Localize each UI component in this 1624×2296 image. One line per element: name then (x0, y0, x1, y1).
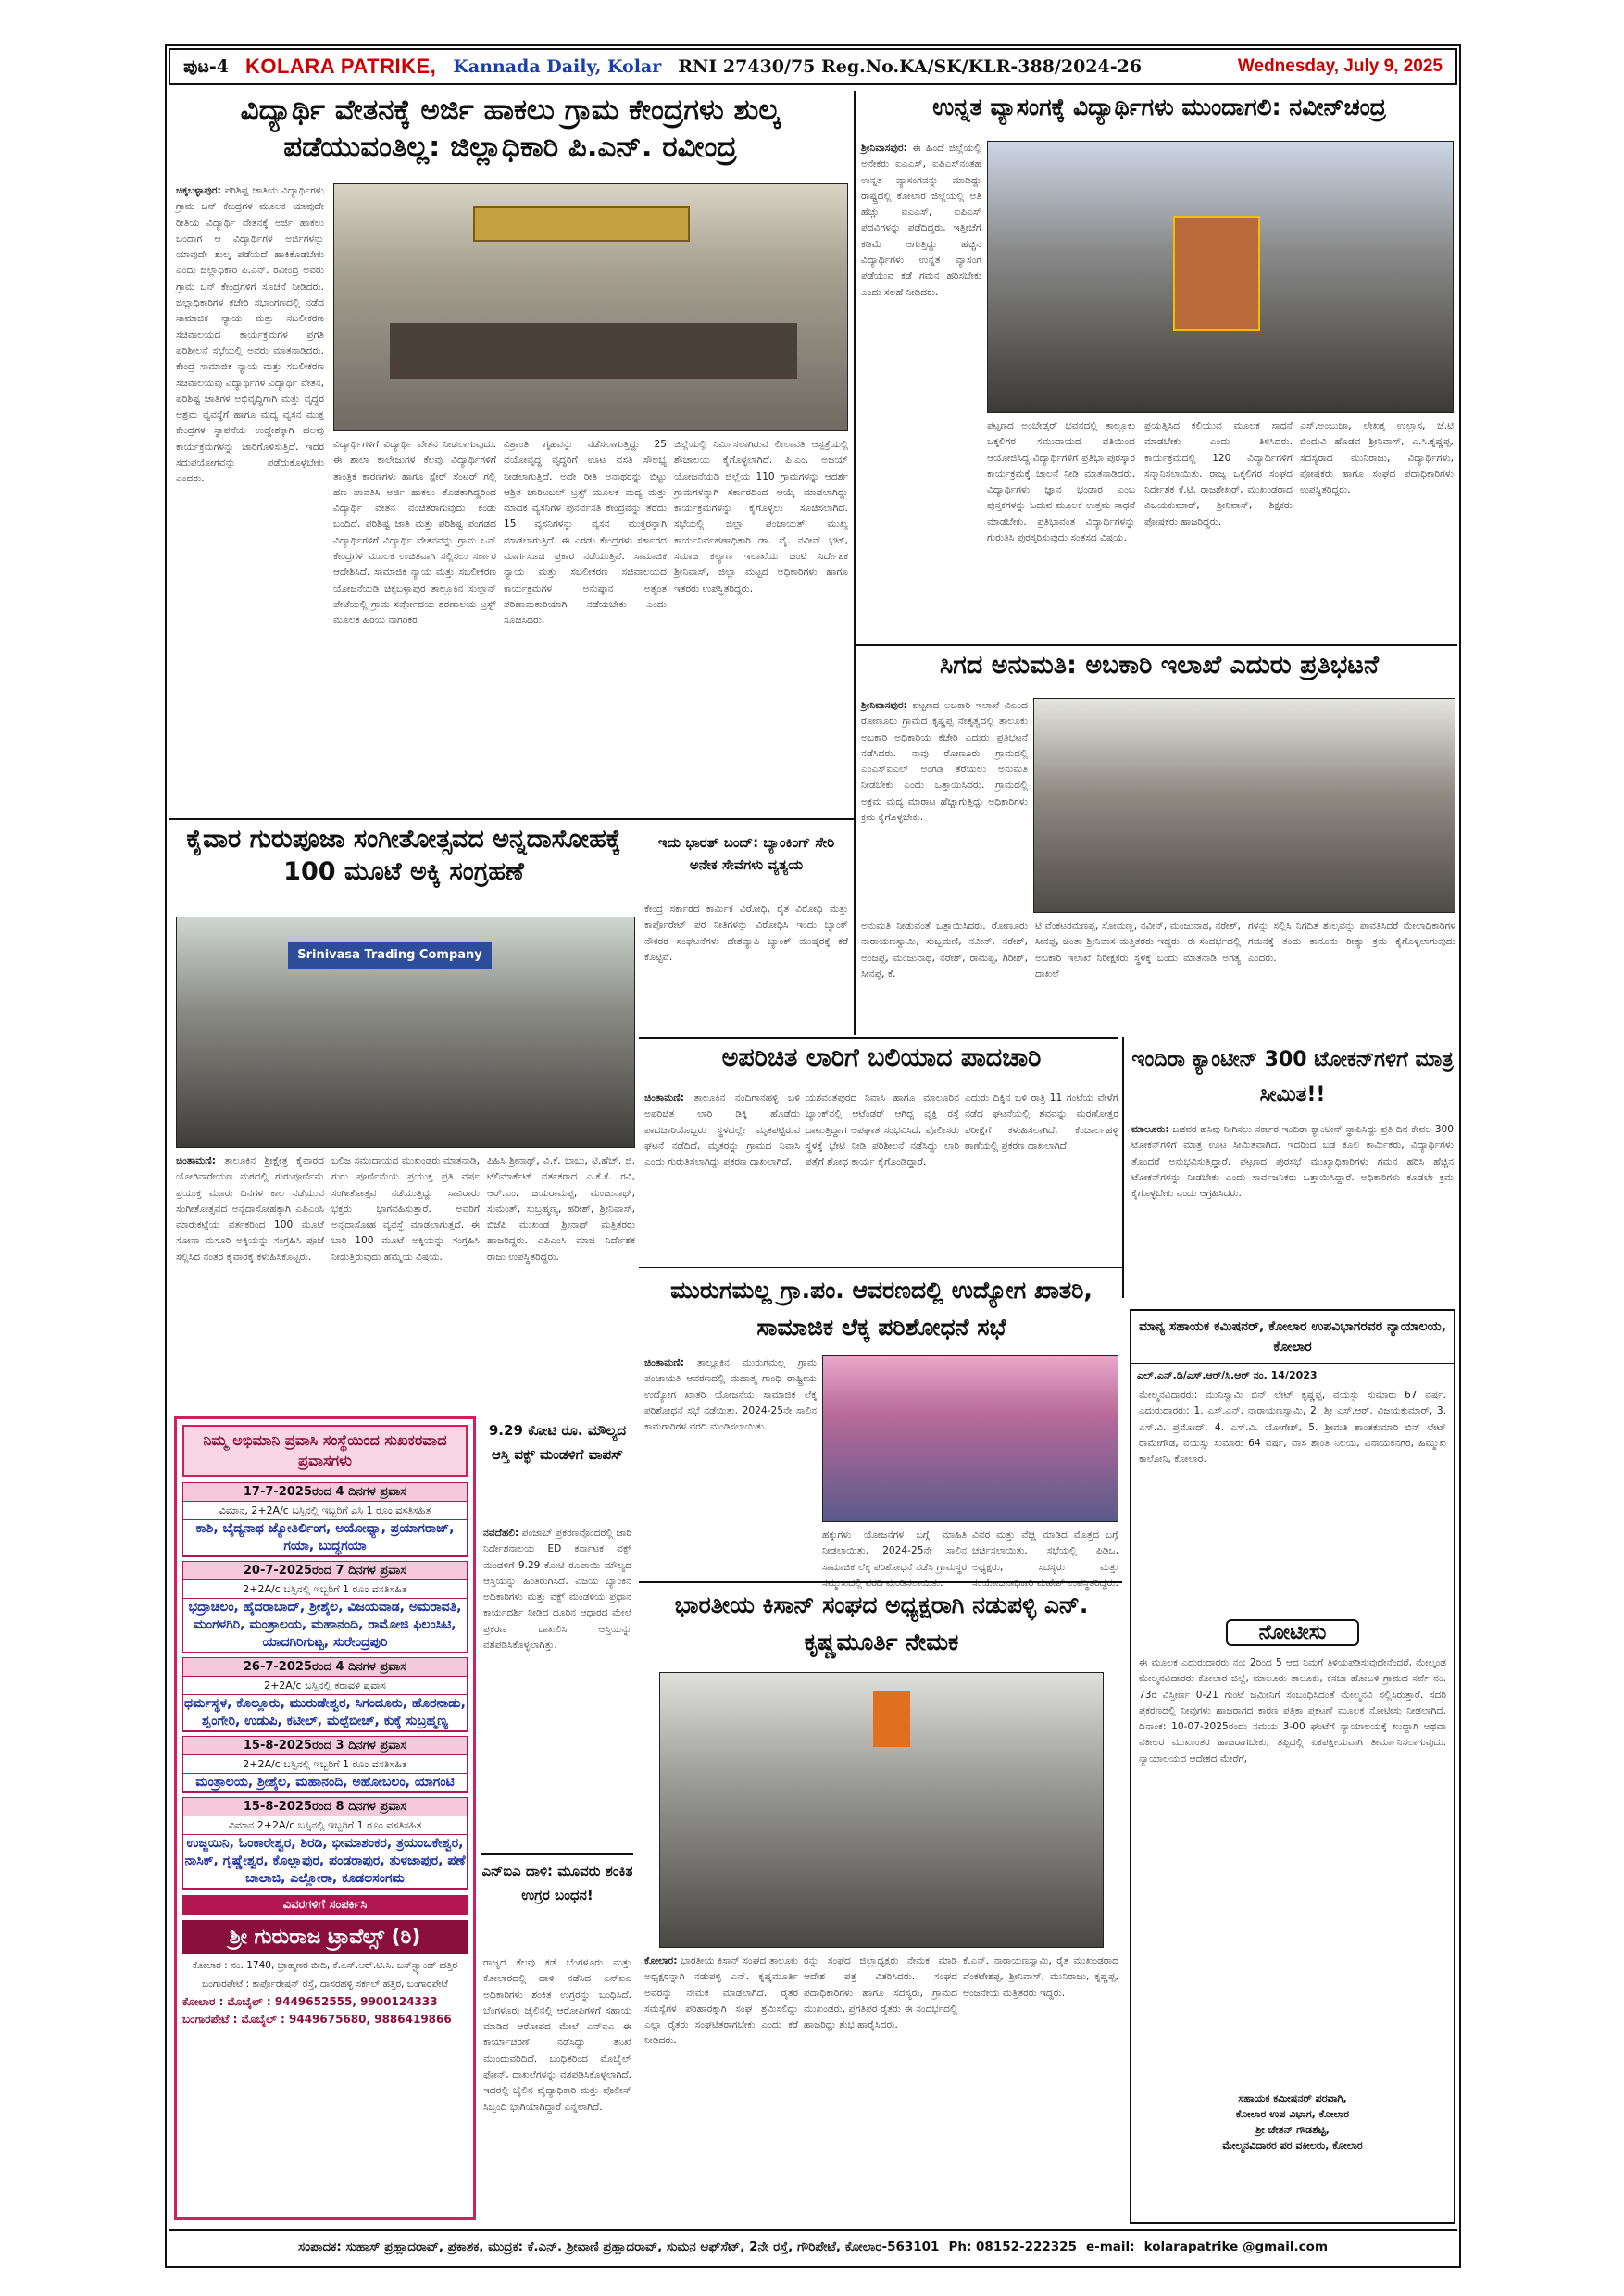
article-kisan-col1: ಕೋಲಾರ: ಭಾರತೀಯ ಕಿಸಾನ್ ಸಂಘದ ತಾಲೂಕು ಅಧ್ಯಕ್ಷರನ್ನಾಗಿ ನಡುಪಳ್ಳಿ ಎನ್. ಕೃಷ್ಣಮೂರ್ತಿ ಅವರನ್ನು ನೇಮಕ ಮಾಡಲಾಗಿದೆ. ರೈತರ ಸಮಸ್ಯೆಗಳ ಪರಿಹಾರಕ್ಕಾಗಿ ಸಂಘ ಶ್ರಮಿಸಲಿದ್ದು ಎಲ್ಲಾ ರೈತರು ಸಂಘಟಿತರಾಗಬೇಕು ಎಂದು ಕರೆ ನೀಡಿದರು. (644, 1955, 798, 2047)
column-divider (854, 91, 856, 1035)
footer-imprint (169, 2229, 1457, 2263)
headline-kaivara-rice: ಕೈವಾರ ಗುರುಪೂಜಾ ಸಂಗೀತೋತ್ಸವದ ಅನ್ನದಾಸೋಹಕ್ಕೆ 100 ಮೂಟೆ ಅಕ್ಕಿ ಸಂಗ್ರಹಣೆ (186, 825, 621, 886)
tour-note: 2+2A/c ಬಸ್ಸಿನಲ್ಲಿ ಇಬ್ಬರಿಗೆ 1 ರೂಂ ವಸತಿಸಹಿತ (183, 1580, 467, 1599)
phone-number: 9449675680, 9886419866 (289, 2013, 452, 2026)
photo-protest (1033, 698, 1455, 913)
shop-sign: Srinivasa Trading Company (288, 942, 492, 969)
notice-parties: ಮೇಲ್ಮನವಿದಾರರು: ಮುನಿಸ್ವಾಮಿ ಬಿನ್ ಲೇಟ್ ಕೃಷ್ಣಪ್ಪ, ವಯಸ್ಸು ಸುಮಾರು 67 ವರ್ಷ. ಎದುರುದಾರರು: 1. ಎಸ್.ಎನ್. ನಾರಾಯಣಸ್ವಾಮಿ, 2. ಶ್ರೀ ಎಸ್.ಆರ್. ವಿಜಯಕುಮಾರ್, 3. ಎಸ್.ವಿ. ಪ್ರಮೋದ್, 4. ಎಸ್.ವಿ. ಯೋಗೇಶ್, 5. ಶ್ರೀಮತಿ ಶಾಂತಕುಮಾರಿ ಬಿನ್ ಲೇಟ್ ರಾಮೇಗೌಡ, ವಯಸ್ಸು ಸುಮಾರು 64 ವರ್ಷ, ವಾಸ ಶಾಂತಿ ನಿಲಯ, ವಿನಾಯಕನಗರ, ಹಿಮ್ಮುಖ ಕಾಲೋನಿ, ಕೋಲಾರ. (1139, 1390, 1446, 1466)
article-kaivara-col1: ಚಿಂತಾಮಣಿ: ತಾಲೂಕಿನ ಶ್ರೀಕ್ಷೇತ್ರ ಕೈವಾರದ ಯೋಗಿನಾರೇಯಣ ಮಠದಲ್ಲಿ ಗುರುಪೂರ್ಣಿಮೆ ಪ್ರಯುಕ್ತ ಮೂರು ದಿನಗಳ ಕಾಲ ನಡೆಯುವ ಸಂಗೀತೋತ್ಸವದ ಅನ್ನದಾಸೋಹಕ್ಕಾಗಿ ಎಪಿಎಂಸಿ ಮಾರುಕಟ್ಟೆಯ ವರ್ತಕರಿಂದ 100 ಮೂಟೆ ಸೋನಾ ಮಸೂರಿ ಅಕ್ಕಿಯನ್ನು ಸಂಗ್ರಹಿಸಿ ಪೂಜೆ ಸಲ್ಲಿಸಿದ ನಂತರ ಕೈವಾರಕ್ಕೆ ಕಳುಹಿಸಿಕೊಟ್ಟರು. (176, 1155, 324, 1263)
tour-item (182, 1561, 468, 1653)
article-education-col2: ಪಟ್ಟಣದ ಅಂಬೇಡ್ಕರ್ ಭವನದಲ್ಲಿ ತಾಲ್ಲೂಕು ಒಕ್ಕಲಿಗರ ಸಮುದಾಯದ ವತಿಯಿಂದ ಆಯೋಜಿಸಿದ್ದ ವಿದ್ಯಾರ್ಥಿಗಳಿಗೆ ಪ್ರತಿಭಾ ಪುರಸ್ಕಾರ ಕಾರ್ಯಕ್ರಮಕ್ಕೆ ಚಾಲನೆ ನೀಡಿ ಮಾತನಾಡಿದರು. ವಿದ್ಯಾರ್ಥಿಗಳು ಜ್ಞಾನ ಭಂಡಾರ ಎಂಬ ಪುಸ್ತಕಗಳನ್ನು ಓದುವ ಮೂಲಕ ಉತ್ತಮ ಸಾಧನೆ ಮಾಡಬೇಕು. ಪ್ರತಿಭಾವಂತ ವಿದ್ಯಾರ್ಥಿಗಳನ್ನು ಗುರುತಿಸಿ ಪುರಸ್ಕರಿಸುವುದು ಸಂತಸದ ವಿಷಯ. (987, 420, 1135, 544)
issue-date: Wednesday, July 9, 2025 (1237, 56, 1443, 76)
phone-line-bangarpet: ಬಂಗಾರಪೇಟೆ : ಮೊಬೈಲ್ : 9449675680, 9886419866 (182, 2013, 452, 2026)
travel-advertisement (174, 1416, 476, 2220)
article-canteen: ಮಾಲೂರು: ಬಡವರ ಹಸಿವು ನೀಗಿಸಲು ಸರ್ಕಾರ ಇಂದಿರಾ ಕ್ಯಾಂಟೀನ್ ಸ್ಥಾಪಿಸಿದ್ದು ಪ್ರತಿ ದಿನ ಕೇವಲ 300 ಟೋಕನ್‌ಗಳಿಗೆ ಮಾತ್ರ ಊಟ ಸೀಮಿತವಾಗಿದೆ. ಇದರಿಂದ ಬಡ ಕೂಲಿ ಕಾರ್ಮಿಕರು, ವಿದ್ಯಾರ್ಥಿಗಳು ತೊಂದರೆ ಅನುಭವಿಸುತ್ತಿದ್ದಾರೆ. ಪಟ್ಟಣದ ಪುರಸಭೆ ಮುಖ್ಯಾಧಿಕಾರಿಗಳು ಗಮನ ಹರಿಸಿ ಹೆಚ್ಚಿನ ಟೋಕನ್‌ಗಳನ್ನು ನೀಡಬೇಕು ಎಂದು ಸಾರ್ವಜನಿಕರು ಒತ್ತಾಯಿಸಿದ್ದಾರೆ. ಅಧಿಕಾರಿಗಳು ಕೂಡಲೇ ಕ್ರಮ ಕೈಗೊಳ್ಳಬೇಕು ಎಂದು ಆಗ್ರಹಿಸಿದರು. (1131, 1124, 1454, 1200)
paper-subtitle: Kannada Daily, Kolar (453, 56, 662, 77)
article-bandh: ಕೇಂದ್ರ ಸರ್ಕಾರದ ಕಾರ್ಮಿಕ ವಿರೋಧಿ, ರೈತ ವಿರೋಧಿ ಮತ್ತು ಕಾರ್ಪೊರೇಟ್ ಪರ ನೀತಿಗಳನ್ನು ವಿರೋಧಿಸಿ ಇಂದು ಬ್ಯಾಂಕ್ ನೌಕರರ ಸಂಘಟನೆಗಳು ದೇಶವ್ಯಾಪಿ ಬ್ಯಾಂಕ್ ಮುಷ್ಕರಕ್ಕೆ ಕರೆ ಕೊಟ್ಟಿವೆ. (644, 904, 848, 963)
table-shape (390, 323, 797, 379)
notice-signature: ಸಹಾಯಕ ಕಮೀಷನರ್ ಪರವಾಗಿ, ಕೋಲಾರ ಉಪ ವಿಭಾಗ, ಕೋಲಾರ ಶ್ರೀ ಚೇತನ್ ಗೌಡಶೆಟ್ಟಿ, ಮೇಲ್ಮನವಿದಾರರ ಪರ ವಕೀಲರು, ಕೋಲಾರ (1222, 2092, 1363, 2152)
section-rule (639, 1267, 1122, 1268)
court-name: ಮಾನ್ಯ ಸಹಾಯಕ ಕಮಿಷನರ್, ಕೋಲಾರ ಉಪವಿಭಾಗರವರ ನ್ಯಾಯಾಲಯ, ಕೋಲಾರ (1131, 1311, 1454, 1364)
section-rule (639, 1037, 1118, 1039)
tour-places: ಮಂತ್ರಾಲಯ, ಶ್ರೀಶೈಲ, ಮಹಾನಂದಿ, ಅಹೋಬಲಂ, ಯಾಗಂಟಿ (183, 1774, 467, 1792)
section-rule (856, 644, 1457, 646)
article-scholarship-col1: ಚಿಕ್ಕಬಳ್ಳಾಪುರ: ಪರಿಶಿಷ್ಟ ಜಾತಿಯ ವಿದ್ಯಾರ್ಥಿಗಳು ಗ್ರಾಮ ಒನ್ ಕೇಂದ್ರಗಳ ಮೂಲಕ ಯಾವುದೇ ರೀತಿಯ ವಿದ್ಯಾರ್ಥಿ ವೇತನಕ್ಕೆ ಅರ್ಜಿ ಹಾಕಲು ಬಂದಾಗ ಆ ವಿದ್ಯಾರ್ಥಿಗಳ ಅರ್ಜಿಗಳನ್ನು ಯಾವುದೇ ಶುಲ್ಕ ಪಡೆಯದೆ ಹಾಕಿಕೊಡಬೇಕು ಎಂದು ಜಿಲ್ಲಾಧಿಕಾರಿ ಪಿ.ಎನ್. ರವೀಂದ್ರ ಅವರು ಗ್ರಾಮ ಒನ್ ಕೇಂದ್ರಗಳಿಗೆ ಸೂಚನೆ ನೀಡಿದರು. ಜಿಲ್ಲಾಧಿಕಾರಿಗಳ ಕಚೇರಿ ಸಭಾಂಗಣದಲ್ಲಿ ನಡೆದ ಸಾಮಾಜಿಕ ನ್ಯಾಯ ಮತ್ತು ಸಬಲೀಕರಣ ಸಚಿವಾಲಯದ ಕಾರ್ಯಕ್ರಮಗಳ ಪ್ರಗತಿ ಪರಿಶೀಲನೆ ಸಭೆಯಲ್ಲಿ ಅವರು ಮಾತನಾಡಿದರು. ಕೇಂದ್ರ ಸಾಮಾಜಿಕ ನ್ಯಾಯ ಮತ್ತು ಸಬಲೀಕರಣ ಸಚಿವಾಲಯವು ವಿದ್ಯಾರ್ಥಿಗಳ ವಿದ್ಯಾರ್ಥಿ ವೇತನ, ಪರಿಶಿಷ್ಟ ಜಾತಿಗಳ ಅಭಿವೃದ್ಧಿಗಾಗಿ ಮತ್ತು ವೃದ್ಧರ ಆಶ್ರಮ ವ್ಯವಸ್ಥೆಗೆ ಹಾಗೂ ಮದ್ಯ ವ್ಯಸನ ಮುಕ್ತ ಕೇಂದ್ರಗಳ ಸ್ಥಾಪನೆಯ ಉದ್ದೇಶಕ್ಕಾಗಿ ಹಲವು ಕಾರ್ಯಕ್ರಮಗಳನ್ನು ಜಾರಿಗೊಳಿಸುತ್ತಿದೆ. ಇದರ ಸದುಪಯೋಗವನ್ನು ಪಡೆದುಕೊಳ್ಳಬೇಕು ಎಂದರು. (176, 185, 324, 485)
article-murugamalla-col3: ವಿವರ ಮತ್ತು ವೆಚ್ಚ ಮಾಡಿದ ಮೊತ್ತದ ಬಗ್ಗೆ ಚರ್ಚಿಸಲಾಯಿತು. ಸಭೆಯಲ್ಲಿ ಪಿಡಿಒ, ಅಧ್ಯಕ್ಷರು, ಸದಸ್ಯರು ಮತ್ತು (972, 1529, 1118, 1573)
column-divider (1122, 1037, 1124, 1298)
tour-date: 26-7-2025ರಂದ 4 ದಿನಗಳ ಪ್ರವಾಸ (183, 1658, 467, 1677)
masthead (169, 48, 1457, 85)
photo-meeting (333, 183, 848, 431)
phone-number: 9449652555, 9900124333 (274, 1995, 438, 2008)
article-murugamalla-col1: ಚಿಂತಾಮಣಿ: ತಾಲ್ಲೂಕಿನ ಮುರುಗಮಲ್ಲ ಗ್ರಾಮ ಪಂಚಾಯತಿ ಆವರಣದಲ್ಲಿ ಮಹಾತ್ಮ ಗಾಂಧಿ ರಾಷ್ಟ್ರೀಯ ಉದ್ಯೋಗ ಖಾತರಿ ಯೋಜನೆಯ ಸಾಮಾಜಿಕ ಲೆಕ್ಕ ಪರಿಶೋಧನೆ ಸಭೆ ನಡೆಯಿತು. 2024-25ನೇ ಸಾಲಿನ ಕಾಮಗಾರಿಗಳ ವರದಿ ಮಂಡಿಸಲಾಯಿತು. (644, 1357, 817, 1433)
tour-note: ವಿಮಾನ, 2+2A/c ಬಸ್ಸಿನಲ್ಲಿ ಇಬ್ಬರಿಗೆ ಎಸಿ 1 ರೂಂ ವಸತಿಸಹಿತ (183, 1502, 467, 1520)
tour-list (177, 1482, 473, 1890)
tour-note: ವಿಮಾನ 2+2A/c ಬಸ್ಸಿನಲ್ಲಿ ಇಬ್ಬರಿಗೆ 1 ರೂಂ ವಸತಿಸಹಿತ (183, 1816, 467, 1835)
article-education-col1: ಶ್ರೀನಿವಾಸಪುರ: ಈ ಹಿಂದೆ ಜಿಲ್ಲೆಯಲ್ಲಿ ಅನೇಕರು ಐಎಎಸ್, ಐಪಿಎಸ್‌ನಂತಹ ಉನ್ನತ ವ್ಯಾಸಂಗವನ್ನು ಮಾಡಿದ್ದು ರಾಷ್ಟ್ರದಲ್ಲಿ ಕೋಲಾರ ಜಿಲ್ಲೆಯಲ್ಲಿ ಅತಿ ಹೆಚ್ಚು ಐಎಎಸ್, ಐಪಿಎಸ್ ಪದವಿಗಳನ್ನು ಪಡೆದಿದ್ದರು. ಇತ್ತೀಚೆಗೆ ಕಡಿಮೆ ಆಗುತ್ತಿದ್ದು ಹೆಚ್ಚಿನ ವಿದ್ಯಾರ್ಥಿಗಳು ಉನ್ನತ ವ್ಯಾಸಂಗ ಪಡೆಯುವ ಕಡೆ ಗಮನ ಹರಿಸಬೇಕು ಎಂದು ಸಲಹೆ ನೀಡಿದರು. (861, 143, 981, 298)
article-kaivara-col3: ಪಿಹಿಸಿ ಶ್ರೀನಾಥ್, ವಿ.ಕೆ. ಬಾಬು, ಟಿ.ಹೆಚ್. ಜಿ. ಟೆಲಿಮಾರ್ಕೆಟ್ ವರ್ತಕರಾದ ಎ.ಕೆ.ಕೆ. ರವಿ, ಆರ್.ಎಂ. ಜಯರಾಮಪ್ಪ, ಮಂಜುನಾಥ್, ಸುಮಂತ್, ಸುಬ್ರಹ್ಮಣ್ಯ, ಹರೀಶ್, ಶ್ರೀನಿವಾಸ್, ಬಿಜೆಪಿ ಮುಖಂಡ ಶ್ರೀನಾಥ್ ಮತ್ತಿತರರು ಹಾಜರಿದ್ದರು. ಎಪಿಎಂಸಿ ಮಾಜಿ ನಿರ್ದೇಶಕ ರಾಜು ಉಪಸ್ಥಿತರಿದ್ದರು. (487, 1155, 635, 1263)
article-education-col3: ಪ್ರಯತ್ನಿಸಿದ ಕಲಿಯುವ ಮೂಲಕ ಸಾಧನೆ ಮಾಡಬೇಕು ಎಂದು ತಿಳಿಸಿದರು. ಕಾರ್ಯಕ್ರಮದಲ್ಲಿ 120 ವಿದ್ಯಾರ್ಥಿಗಳಿಗೆ ಸನ್ಮಾನಿಸಲಾಯಿತು. ರಾಜ್ಯ ಒಕ್ಕಲಿಗರ ಸಂಘದ ನಿರ್ದೇಶಕ ಕೆ.ಟಿ. ರಾಜಶೇಖರ್, ಮುಖಂಡರಾದ ವಿಜಯಕುಮಾರ್, ಶ್ರೀನಿವಾಸ್, ಶಿಕ್ಷಕರು ಪೋಷಕರು ಹಾಜರಿದ್ದರು. (1144, 420, 1293, 528)
article-pedestrian-col2: ಯಶವಂತಪುರದ ನಿವಾಸಿ ಹಾಗೂ ಮಾಲೂರಿನ ಬ್ಯಾಂಕ್‌ನಲ್ಲಿ ಆಟೆಂಡರ್ ಆಗಿದ್ದ ವ್ಯಕ್ತಿ ರಸ್ತೆ ದಾಟುತ್ತಿದ್ದಾಗ ಅಪಘಾತ ಸಂಭವಿಸಿದೆ. ಪೊಲೀಸರು ಸ್ಥಳಕ್ಕೆ ಭೇಟಿ ನೀಡಿ ಪರಿಶೀಲನೆ ನಡೆಸಿದ್ದು ಲಾರಿ ಪತ್ತೆಗೆ ಶೋಧ ಕಾರ್ಯ ಕೈಗೊಂಡಿದ್ದಾರೆ. (806, 1092, 959, 1168)
section-rule (639, 1581, 1122, 1583)
headline-kisan-sangh: ಭಾರತೀಯ ಕಿಸಾನ್ ಸಂಘದ ಅಧ್ಯಕ್ಷರಾಗಿ ನಡುಪಳ್ಳಿ ಎನ್. ಕೃಷ್ಣಮೂರ್ತಿ ನೇಮಕ (674, 1591, 1089, 1655)
tour-date: 20-7-2025ರಂದ 7 ದಿನಗಳ ಪ್ರವಾಸ (183, 1562, 467, 1580)
notice-body: ಈ ಮೂಲಕ ಎದುರುದಾರರು ನಂ: 2ರಿಂದ 5 ಆದ ನಿಮಗೆ ತಿಳಿಯಪಡಿಸುವುದೇನೆಂದರೆ, ಮೇಲ್ಕಂಡ ಮೇಲ್ಮನವಿದಾರರು ಕೋಲಾರ ಜಿಲ್ಲೆ, ಮಾಲೂರು ತಾಲೂಕು, ಕಸಬಾ ಹೋಬಳಿ ಗ್ರಾಮದ ಸರ್ವೆ ನಂ. 73ರ ವಿಸ್ತೀರ್ಣ 0-21 ಗುಂಟೆ ಜಮೀನಿಗೆ ಸಂಬಂಧಿಸಿದಂತೆ ಮೇಲ್ಮನವಿ ಸಲ್ಲಿಸಿರುತ್ತಾರೆ. ಸದರಿ ಪ್ರಕರಣದಲ್ಲಿ ನೀವುಗಳು ಹಾಜರಾಗದ ಕಾರಣ ಪತ್ರಿಕಾ ಪ್ರಕಟಣೆ ಮೂಲಕ ನೋಟೀಸು ನೀಡಲಾಗಿದೆ. ದಿನಾಂಕ: 10-07-2025ರಂದು ಸಮಯ 3-00 ಘಂಟೆಗೆ ನ್ಯಾಯಾಲಯಕ್ಕೆ ಖುದ್ದಾಗಿ ಅಥವಾ ವಕೀಲರ ಮುಖಾಂತರ ಹಾಜರಾಗಬೇಕು, ತಪ್ಪಿದಲ್ಲಿ ಏಕಪಕ್ಷೀಯವಾಗಿ ತೀರ್ಮಾನಿಸಲಾಗುವುದು. ನ್ಯಾಯಾಲಯದ ಆದೇಶದ ಮೇರೆಗೆ, (1139, 1657, 1446, 1765)
article-kisan-col2: ರನ್ನು ಸಂಘದ ಜಿಲ್ಲಾಧ್ಯಕ್ಷರು ನೇಮಕ ಮಾಡಿ ಆದೇಶ ಪತ್ರ ವಿತರಿಸಿದರು. ಸಂಘದ ಪದಾಧಿಕಾರಿಗಳು ಹಾಗೂ ಸದಸ್ಯರು, ಗ್ರಾಮದ ಮುಖಂಡರು, ಪ್ರಗತಿಪರ ರೈತರು ಈ ಸಂದರ್ಭದಲ್ಲಿ ಹಾಜರಿದ್ದು ಶುಭ ಹಾರೈಸಿದರು. (804, 1955, 957, 2031)
article-excise-col4: ಗಳನ್ನು ಸಲ್ಲಿಸಿ ನಿಗದಿತ ಶುಲ್ಕವನ್ನು ಪಾವತಿಸಿದರೆ ಮೇಲಾಧಿಕಾರಿಗಳ ಗಮನಕ್ಕೆ ತಂದು ಕಾನೂನು ರೀತ್ಯಾ ಕ್ರಮ ಕೈಗೊಳ್ಳಲಾಗುವುದು ಎಂದರು. (1248, 920, 1455, 964)
tour-places: ಧರ್ಮಸ್ಥಳ, ಕೊಲ್ಲೂರು, ಮುರುಡೇಶ್ವರ, ಸಿಗಂದೂರು, ಹೊರನಾಡು, ಶೃಂಗೇರಿ, ಉಡುಪಿ, ಕಟೀಲ್, ಮಲ್ಪೆಬೀಚ್, ಕುಕ್ಕೆ ಸುಬ್ರಹ್ಮಣ್ಯ (183, 1695, 467, 1731)
dateline: ಚಿಕ್ಕಬಳ್ಳಾಪುರ: (176, 185, 221, 196)
photo-gram-sabha (822, 1355, 1118, 1522)
headline-pedestrian: ಅಪರಿಚಿತ ಲಾರಿಗೆ ಬಲಿಯಾದ ಪಾದಚಾರಿ (721, 1043, 1042, 1072)
article-scholarship-col3: ವಿಶ್ರಾಂತಿ ಗೃಹವನ್ನು ನಡೆಸಲಾಗುತ್ತಿದ್ದು 25 ವಯೋವೃದ್ಧ ವೃದ್ಧರಿಗೆ ಊಟ ವಸತಿ ಸೌಲಭ್ಯ ನೀಡಲಾಗುತ್ತಿದೆ. ಅದೇ ರೀತಿ ಅನಾಥರನ್ನು ಬಿಟ್ಟು ಆಶ್ರಿತ ಚಾರಿಟಬಲ್ ಟ್ರಸ್ಟ್ ಮೂಲಕ ಮದ್ಯ ಮತ್ತು ಮಾದಕ ವ್ಯಸನಿಗಳ ಪುನರ್ವಸತಿ ಕೇಂದ್ರವನ್ನು ತೆರೆದು 15 ವ್ಯಸನಿಗಳನ್ನು ವ್ಯಸನ ಮುಕ್ತರನ್ನಾಗಿ ಮಾಡಲಾಗುತ್ತಿದೆ. ಈ ಎರಡು ಕೇಂದ್ರಗಳು ಸರ್ಕಾರದ ಮಾರ್ಗಸೂಚಿ ಪ್ರಕಾರ ನಡೆಯುತ್ತಿವೆ. ಸಾಮಾಜಿಕ ನ್ಯಾಯ ಮತ್ತು ಸಬಲೀಕರಣ ಸಚಿವಾಲಯದ ಕಾರ್ಯಕ್ರಮಗಳ ಅನುಷ್ಠಾನ ಅತ್ಯಂತ ಪರಿಣಾಮಕಾರಿಯಾಗಿ ನಡೆಯಬೇಕು ಎಂದು ಸೂಚಿಸಿದರು. (504, 439, 667, 627)
page-number: ಪುಟ-4 (183, 56, 229, 77)
article-pedestrian-col3: ಎದುರು ದಿಕ್ಕಿನ ಬಳಿ ರಾತ್ರಿ 11 ಗಂಟೆಯ ವೇಳೆಗೆ ನಡೆದ ಘಟನೆಯಲ್ಲಿ ಶವವನ್ನು ಮರಣೋತ್ತರ ಪರೀಕ್ಷೆಗೆ ಕಳುಹಿಸಲಾಗಿದೆ. ಕೆಂಚಾರ್ಲಹಳ್ಳಿ ಠಾಣೆಯಲ್ಲಿ ಪ್ರಕರಣ ದಾಖಲಾಗಿದೆ. (965, 1092, 1118, 1152)
article-excise-col2: ಅನುಮತಿ ನೀಡುವಂತೆ ಒತ್ತಾಯಿಸಿದರು. ರೋಣೂರು ನಾರಾಯಣಸ್ವಾಮಿ, ಸುಬ್ಬಮಣಿ, ನವೀನ್, ನರೇಶ್, ಅಂಜಪ್ಪ, ಮಂಜುನಾಥ, ನರೇಶ್, ರಾಮಪ್ಪ, ಗಿರೀಶ್, ಸೀನಪ್ಪ, ಕೆ. (861, 920, 1028, 980)
notice-title: ನೋಟೀಸು (1226, 1619, 1359, 1646)
article-waqf: ನವದೆಹಲಿ: ಪಂಜಾಬ್ ಪ್ರಕರಣವೊಂದರಲ್ಲಿ ಜಾರಿ ನಿರ್ದೇಶನಾಲಯ ED ಕರ್ನಾಟಕ ವಕ್ಫ್ ಮಂಡಳಿಗೆ 9.29 ಕೋಟಿ ರೂಪಾಯಿ ಮೌಲ್ಯದ ಆಸ್ತಿಯನ್ನು ಹಿಂತಿರುಗಿಸಿದೆ. ವಿಜಯ ಬ್ಯಾಂಕಿನ ಅಧಿಕಾರಿಗಳು ಮತ್ತು ವಕ್ಫ್ ಮಂಡಳಿಯ ಪ್ರಧಾನ ಕಾರ್ಯದರ್ಶಿ ನೀಡಿದ ದೂರಿನ ಆಧಾರದ ಮೇಲೆ ಪ್ರಕರಣ ದಾಖಲಿಸಿ ಆಸ್ತಿಯನ್ನು ವಶಪಡಿಸಿಕೊಳ್ಳಲಾಗಿತ್ತು. (483, 1528, 632, 1652)
imprint-text: ಸಂಪಾದಕ: ಸುಹಾಸ್ ಪ್ರಹ್ಲಾದರಾವ್, ಪ್ರಕಾಶಕ, ಮುದ್ರಕ: ಕೆ.ಎನ್. ಶ್ರೀವಾಣಿ ಪ್ರಹ್ಲಾದರಾವ್, ಸುಮನ ಆಫ್‌ಸೆಟ್, 2ನೇ ರಸ್ತೆ, ಗೌರಿಪೇಟೆ, ಕೋಲಾರ-563101 (297, 2240, 940, 2254)
paper-name: KOLARA PATRIKE, (244, 55, 437, 78)
tour-places: ಉಜ್ಜಯಿನಿ, ಓಂಕಾರೇಶ್ವರ, ಶಿರಡಿ, ಭೀಮಾಶಂಕರ, ತ್ರಯಂಬಕೇಶ್ವರ, ನಾಸಿಕ್, ಗೃಷ್ಣೇಶ್ವರ, ಕೊಲ್ಲಾಪುರ, ಪಂಡರಾಪುರ, ತುಳಜಾಪುರ, ಪಣೆ ಬಾಲಾಜಿ, ಎಲ್ಲೋರಾ, ಕೂಡಲಸಂಗಮ (183, 1835, 467, 1889)
headline-murugamalla: ಮುರುಗಮಲ್ಲ ಗ್ರಾ.ಪಂ. ಆವರಣದಲ್ಲಿ ಉದ್ಯೋಗ ಖಾತರಿ, ಸಾಮಾಜಿಕ ಲೆಕ್ಕ ಪರಿಶೋಧನೆ ಸಭೆ (670, 1277, 1093, 1341)
headline-waqf-property: 9.29 ಕೋಟಿ ರೂ. ಮೌಲ್ಯದ ಆಸ್ತಿ ವಕ್ಫ್ ಮಂಡಳಿಗೆ ವಾಪಸ್ (488, 1422, 627, 1463)
tour-date: 15-8-2025ರಂದ 3 ದಿನಗಳ ಪ್ರವಾಸ (183, 1737, 467, 1755)
phone-line-kolar: ಕೋಲಾರ : ಮೊಬೈಲ್ : 9449652555, 9900124333 (182, 1995, 438, 2008)
article-kisan-col3: ಕೆ.ಎನ್. ನಾರಾಯಣಸ್ವಾಮಿ, ರೈತ ಮುಖಂಡರಾದ ವೆಂಕಟೇಶಪ್ಪ, ಶ್ರೀನಿವಾಸ್, ಮುನಿರಾಜು, ಕೃಷ್ಣಪ್ಪ, ಆಂಜನೇಯ ಮತ್ತಿತರರು ಇದ್ದರು. (963, 1955, 1118, 1999)
tour-note: 2+2A/c ಬಸ್ಸಿನಲ್ಲಿ ಇಬ್ಬರಿಗೆ 1 ರೂಂ ವಸತಿಸಹಿತ (183, 1755, 467, 1774)
contact-caption: ವಿವರಗಳಿಗೆ ಸಂಪರ್ಕಿಸಿ (182, 1895, 468, 1915)
tour-places: ಭದ್ರಾಚಲಂ, ಹೈದರಾಬಾದ್, ಶ್ರೀಶೈಲ, ವಿಜಯವಾಡ, ಅಮರಾವತಿ, ಮಂಗಳಗಿರಿ, ಮಂತ್ರಾಲಯ, ಮಹಾನಂದಿ, ರಾಮೋಜಿ ಫಿಲಂಸಿಟಿ, ಯಾದಗಿರಿಗುಟ್ಟ, ಸುರೇಂದ್ರಪುರಿ (183, 1599, 467, 1653)
headline-nia-raid: ಎನ್‌ಐಎ ದಾಳಿ: ಮೂವರು ಶಂಕಿತ ಉಗ್ರರ ಬಂಧನ! (481, 1863, 633, 1903)
registration-number: RNI 27430/75 Reg.No.KA/SK/KLR-388/2024-26 (678, 56, 1143, 77)
banner-shape (473, 206, 690, 242)
tour-item (182, 1736, 468, 1793)
flag-shape (873, 1691, 910, 1747)
article-scholarship-col4: ಜಿಲ್ಲೆಯಲ್ಲಿ ನಿರ್ಮಿಸಲಾಗಿರುವ ಲೀಲಾವತಿ ಆಸ್ಪತ್ರೆಯಲ್ಲಿ ಶೌಚಾಲಯ ಕೈಗೊಳ್ಳಲಾಗಿದೆ. ಪಿ.ಎಂ. ಅಜಯ್ ಯೋಜನೆಯಡಿ ಜಿಲ್ಲೆಯ 110 ಗ್ರಾಮಗಳನ್ನು ಆದರ್ಶ ಗ್ರಾಮಗಳನ್ನಾಗಿ ಸರ್ಕಾರದಿಂದ ಆಯ್ಕೆ ಮಾಡಲಾಗಿದ್ದು ಕಾರ್ಯಕ್ರಮಗಳನ್ನು ಕೈಗೊಳ್ಳಲು ಸೂಚಿಸಲಾಗಿದೆ. ಸಭೆಯಲ್ಲಿ ಜಿಲ್ಲಾ ಪಂಚಾಯತ್ ಮುಖ್ಯ ಕಾರ್ಯನಿರ್ವಹಣಾಧಿಕಾರಿ ಡಾ. ವೈ. ನವೀನ್ ಭಟ್, ಸಮಾಜ ಕಲ್ಯಾಣ ಇಲಾಖೆಯ ಜಂಟಿ ನಿರ್ದೇಶಕ ಶ್ರೀನಿವಾಸ್, ಜಿಲ್ಲಾ ಮಟ್ಟದ ಅಧಿಕಾರಿಗಳು ಹಾಗೂ ಇತರರು ಉಪಸ್ಥಿತರಿದ್ದರು. (674, 439, 848, 594)
tour-item (182, 1797, 468, 1890)
photo-felicitation (987, 141, 1454, 413)
photo-kisan-sangh (659, 1672, 1104, 1948)
headline-higher-education: ಉನ್ನತ ವ್ಯಾಸಂಗಕ್ಕೆ ವಿದ್ಯಾರ್ಥಿಗಳು ಮುಂದಾಗಲಿ: ನವೀನ್‌ಚಂದ್ರ (932, 94, 1386, 120)
tour-date: 15-8-2025ರಂದ 8 ದಿನಗಳ ಪ್ರವಾಸ (183, 1798, 467, 1816)
headline-scholarship: ವಿದ್ಯಾರ್ಥಿ ವೇತನಕ್ಕೆ ಅರ್ಜಿ ಹಾಕಲು ಗ್ರಾಮ ಕೇಂದ್ರಗಳು ಶುಲ್ಕ ಪಡೆಯುವಂತಿಲ್ಲ: ಜಿಲ್ಲಾಧಿಕಾರಿ ಪಿ.ಎನ್. ರವೀಂದ್ರ (240, 94, 781, 164)
article-excise-col1: ಶ್ರೀನಿವಾಸಪುರ: ಪಟ್ಟಣದ ಅಬಕಾರಿ ಇಲಾಖೆ ವಿಎಂದ ರೋಣೂರು ಗ್ರಾಮದ ಕೃಷ್ಣಪ್ಪ ನೇತೃತ್ವದಲ್ಲಿ ತಾಲೂಕು ಅಬಕಾರಿ ಅಧಿಕಾರಿಯ ಕಚೇರಿ ಎದುರು ಪ್ರತಿಭಟನೆ ನಡೆಸಿದರು. ನಾವು ರೋಣೂರು ಗ್ರಾಮದಲ್ಲಿ ಎಂಎಸ್‌ಐಎಲ್ ಅಂಗಡಿ ತೆರೆಯಲು ಅನುಮತಿ ನೀಡಬೇಕು ಎಂದು ಒತ್ತಾಯಿಸಿದರು. ಗ್ರಾಮದಲ್ಲಿ ಅಕ್ರಮ ಮದ್ಯ ಮಾರಾಟ ಹೆಚ್ಚಾಗುತ್ತಿದ್ದು ಅಧಿಕಾರಿಗಳು ಕ್ರಮ ಕೈಗೊಳ್ಳಬೇಕು. (861, 700, 1028, 824)
portrait-shape (1173, 216, 1260, 331)
article-murugamalla-col2: ಹಕ್ಕುಗಳು ಯೋಜನೆಗಳ ಬಗ್ಗೆ ಮಾಹಿತಿ ನೀಡಲಾಯಿತು. 2024-25ನೇ ಸಾಲಿನ ಸಾಮಾಜಿಕ ಲೆಕ್ಕ ಪರಿಶೋಧನೆ ನಡೆಸಿ ಗ್ರಾಮಸ್ಥರ (822, 1529, 967, 1573)
article-pedestrian-col1: ಚಿಂತಾಮಣಿ: ತಾಲೂಕಿನ ನಂದಿಗಾನಹಳ್ಳಿ ಬಳಿ ಅಪರಿಚಿತ ಲಾರಿ ಡಿಕ್ಕಿ ಹೊಡೆದು ಪಾದಚಾರಿಯೊಬ್ಬರು ಸ್ಥಳದಲ್ಲೇ ಮೃತಪಟ್ಟಿರುವ ಘಟನೆ ನಡೆದಿದೆ. ಮೃತರನ್ನು ಗ್ರಾಮದ ನಿವಾಸಿ ಎಂದು ಗುರುತಿಸಲಾಗಿದ್ದು ಪ್ರಕರಣ ದಾಖಲಾಗಿದೆ. (644, 1092, 800, 1168)
case-number: 14/2023 (1270, 1369, 1318, 1381)
travel-company-name: ಶ್ರೀ ಗುರುರಾಜ ಟ್ರಾವೆಲ್ಸ್ (ರಿ) (182, 1920, 468, 1954)
headline-indira-canteen: ಇಂದಿರಾ ಕ್ಯಾಂಟೀನ್ 300 ಟೋಕನ್‌ಗಳಿಗೆ ಮಾತ್ರ ಸೀಮಿತ!! (1131, 1048, 1454, 1106)
section-rule (481, 1853, 633, 1855)
tour-date: 17-7-2025ರಂದ 4 ದಿನಗಳ ಪ್ರವಾಸ (183, 1483, 467, 1502)
ad-title: ನಿಮ್ಮ ಅಭಿಮಾನಿ ಪ್ರವಾಸಿ ಸಂಸ್ಥೆಯಿಂದ ಸುಖಕರವಾದ ಪ್ರವಾಸಗಳು (182, 1425, 468, 1477)
article-nia: ರಾಜ್ಯದ ಕೆಲವು ಕಡೆ ಬೆಂಗಳೂರು ಮತ್ತು ಕೋಲಾರದಲ್ಲಿ ದಾಳಿ ನಡೆಸಿದ ಎನ್‌ಐಎ ಅಧಿಕಾರಿಗಳು ಶಂಕಿತ ಉಗ್ರರನ್ನು ಬಂಧಿಸಿದೆ. ಬೆಂಗಳೂರು ಜೈಲಿನಲ್ಲಿ ಆರೋಪಿಗಳಿಗೆ ಸಹಾಯ ಮಾಡಿದ ಆರೋಪದ ಮೇಲೆ ಎನ್‌ಐಎ ಈ ಕಾರ್ಯಾಚರಣೆ ನಡೆಸಿದ್ದು ತನಿಖೆ ಮುಂದುವರಿದಿದೆ. ಬಂಧಿತರಿಂದ ಮೊಬೈಲ್ ಫೋನ್, ದಾಖಲೆಗಳನ್ನು ವಶಪಡಿಸಿಕೊಳ್ಳಲಾಗಿದೆ. ಇದರಲ್ಲಿ ಜೈಲಿನ ವೈದ್ಯಾಧಿಕಾರಿ ಮತ್ತು ಪೊಲೀಸ್ ಸಿಬ್ಬಂದಿ ಭಾಗಿಯಾಗಿದ್ದಾರೆ ಎನ್ನಲಾಗಿದೆ. (483, 1957, 631, 2113)
email-label: e-mail: (1085, 2240, 1135, 2254)
photo-rice-bags (176, 917, 635, 1148)
case-number-line: ಎಲ್.ಎನ್.ಡಿ/ಎಸ್.ಆರ್/ಸಿ.ಆರ್ ನಂ. 14/2023 (1137, 1369, 1318, 1381)
article-scholarship-col2: ವಿದ್ಯಾರ್ಥಿಗಳಿಗೆ ವಿದ್ಯಾರ್ಥಿ ವೇತನ ನೀಡಲಾಗುವುದು. ಈ ಶಾಲಾ ಕಾಲೇಜುಗಳ ಕೆಲವು ವಿದ್ಯಾರ್ಥಿಗಳಿಗೆ ತಾಂತ್ರಿಕ ಕಾರಣಗಳು ಹಾಗೂ ಸ್ಪೇರ್ ಸೆಂಟರ್ ಗಲ್ಲಿ ಹಣ ಪಾವತಿಸಿ ಅರ್ಜಿ ಹಾಕಲು ತೊಡಕಾಗಿದ್ದರಿಂದ ವಿದ್ಯಾರ್ಥಿ ವೇತನ ವಂಚಿತರಾಗುವುದು ಕಂಡು ಬಂದಿದೆ. ಪರಿಶಿಷ್ಟ ಜಾತಿ ಮತ್ತು ಪರಿಶಿಷ್ಟ ಪಂಗಡದ ವಿದ್ಯಾರ್ಥಿಗಳಿಗೆ ವಿದ್ಯಾರ್ಥಿ ವೇತನವನ್ನು ಗ್ರಾಮ ಒನ್ ಕೇಂದ್ರಗಳ ಮೂಲಕ ಉಚಿತವಾಗಿ ಸಲ್ಲಿಸಲು ಸರ್ಕಾರ ಆದೇಶಿಸಿದೆ. ಸಾಮಾಜಿಕ ನ್ಯಾಯ ಮತ್ತು ಸಬಲೀಕರಣ ಯೋಜನೆಯಡಿ ಚಿಕ್ಕಬಳ್ಳಾಪುರ ತಾಲ್ಲೂಕಿನ ಸುಲ್ತಾನ್ ಪೇಟೆಯಲ್ಲಿ ಗ್ರಾಮ ಸರ್ವೋದಯ ಶರಣಾಲಯ ಟ್ರಸ್ಟ್ ಮೂಲಕ ಹಿರಿಯ ನಾಗರಿಕರ (333, 439, 496, 627)
office-address-bangarpet: ಬಂಗಾರಪೇಟೆ : ಕಾರ್ಪೊರೇಷನ್ ರಸ್ತೆ, ದಾಸರಹಳ್ಳಿ ಸರ್ಕಲ್ ಹತ್ತಿರ, ಬಂಗಾರಪೇಟೆ (202, 1978, 448, 1990)
article-kaivara-col2: ಬಲಿಜ ಸಮುದಾಯದ ಮುಖಂಡರು ಮಾತನಾಡಿ, ಗುರು ಪೂರ್ಣಿಮೆಯ ಪ್ರಯುಕ್ತ ಪ್ರತಿ ವರ್ಷ ಸಂಗೀತೋತ್ಸವ ನಡೆಯುತ್ತಿದ್ದು ಸಾವಿರಾರು ಭಕ್ತರು ಭಾಗವಹಿಸುತ್ತಾರೆ. ಅವರಿಗೆ ಅನ್ನದಾಸೋಹ ವ್ಯವಸ್ಥೆ ಮಾಡಲಾಗುತ್ತದೆ. ಈ ಬಾರಿ 100 ಮೂಟೆ ಅಕ್ಕಿಯನ್ನು ಸಂಗ್ರಹಿಸಿ ನೀಡುತ್ತಿರುವುದು ಹೆಮ್ಮೆಯ ವಿಷಯ. (331, 1155, 480, 1263)
article-education-col4: ಎಸ್.ಅಂಬುಜಾ, ಲೇಖಕ್ಕ ಉಲ್ಲಾಸ, ಜೆ.ಟಿ ಬಿಂದುವಿ ಹೊಡವ ಶ್ರೀನಿವಾಸ್, ಎ.ಸಿ.ಕೃಷ್ಣಪ್ಪ, ಸದಸ್ಯರಾದ ಮುನಿರಾಜು, ವಿದ್ಯಾರ್ಥಿಗಳು, ಪೋಷಕರು ಹಾಗೂ ಸಂಘದ ಪದಾಧಿಕಾರಿಗಳು ಉಪಸ್ಥಿತರಿದ್ದರು. (1300, 420, 1454, 496)
tour-note: 2+2A/c ಬಸ್ಸಿನಲ್ಲಿ ಕರಾವಳಿ ಪ್ರವಾಸ (183, 1677, 467, 1695)
headline-bharat-bandh: ಇದು ಭಾರತ್ ಬಂದ್: ಬ್ಯಾಂಕಿಂಗ್ ಸೇರಿ ಅನೇಕ ಸೇವೆಗಳು ವ್ಯತ್ಯಯ (657, 834, 835, 873)
headline-excise-protest: ಸಿಗದ ಅನುಮತಿ: ಅಬಕಾರಿ ಇಲಾಖೆ ಎದುರು ಪ್ರತಿಭಟನೆ (939, 651, 1380, 680)
tour-places: ಕಾಶಿ, ಬೈದ್ಯನಾಥ ಜ್ಯೋತಿರ್ಲಿಂಗ, ಅಯೋಧ್ಯಾ, ಪ್ರಯಾಗರಾಜ್, ಗಯಾ, ಬುದ್ಧಗಯಾ (183, 1520, 467, 1556)
email-address[interactable]: kolarapatrike @gmail.com (1143, 2240, 1329, 2254)
tour-item (182, 1482, 468, 1557)
section-rule (169, 818, 854, 820)
phone-number: Ph: 08152-222325 (948, 2240, 1077, 2254)
article-excise-col3: ಟಿ ವೆಂಕಟರಮಣಪ್ಪ, ಸೋಮಣ್ಣ, ನವೀನ್, ಮಂಜುನಾಥ, ನರೇಶ್, ಸೀನಪ್ಪ, ಚಿಂತಾ ಶ್ರೀನಿವಾಸ ಮತ್ತಿತರರು ಇದ್ದರು. ಈ ಸಂದರ್ಭದಲ್ಲಿ ಅಬಕಾರಿ ಇಲಾಖೆ ನಿರೀಕ್ಷಕರು ಸ್ಥಳಕ್ಕೆ ಬಂದು ಮಾತನಾಡಿ ಅಗತ್ಯ ದಾಖಲೆ (1035, 920, 1241, 980)
legal-notice (1130, 1309, 1455, 2224)
office-address-kolar: ಕೋಲಾರ : ನಂ. 1740, ಬ್ರಾಹ್ಮಣರ ಬೀದಿ, ಕೆ.ಎಸ್.ಆರ್.ಟಿ.ಸಿ. ಬಸ್‌ಸ್ಟ್ಯಾಂಡ್ ಹತ್ತಿರ (192, 1960, 458, 1971)
tour-item (182, 1657, 468, 1732)
